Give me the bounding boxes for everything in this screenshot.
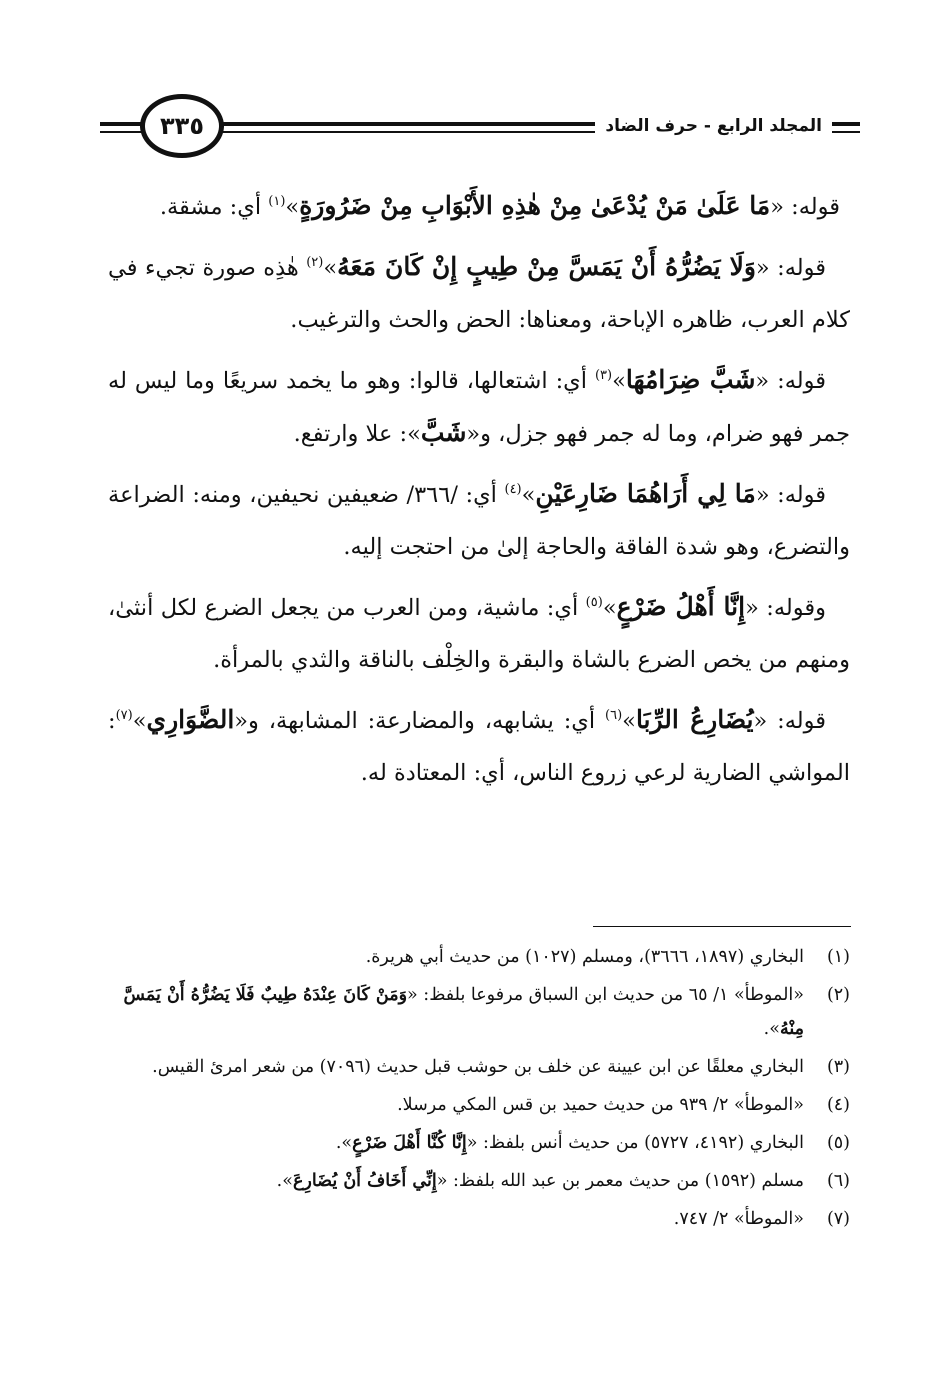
footnote-text-tail: ». bbox=[276, 1171, 293, 1191]
para-text: هٰذِه صورة تجيء في كلام العرب، ظاهره الإباحة، ومعناها: الحض والحث والترغيب. bbox=[108, 255, 850, 333]
quote-close: » bbox=[132, 708, 147, 734]
para-text: أي: /٣٦٦/ ضعيفين نحيفين، ومنه: الضراعة والتضرع، وهو شدة الفاقة والحاجة إلىٰ من احتجت إليه. bbox=[108, 482, 850, 560]
footnote-text-lead: البخاري (٤١٩٢، ٥٧٢٧) من حديث أنس بلفظ: « bbox=[466, 1133, 804, 1153]
main-text bbox=[108, 180, 850, 807]
quoted-phrase: يُضَارِعُ الرِّبَا bbox=[635, 705, 754, 734]
quote-close: » bbox=[622, 708, 636, 734]
footnote-quote: إِنِّي أَخَافُ أَنْ يُضَارِعَ bbox=[292, 1171, 437, 1191]
footnote-text: «الموطأ» ٢/ ٧٤٧. bbox=[673, 1209, 804, 1229]
footnote-text-lead: مسلم (١٥٩٢) من حديث معمر بن عبد الله بلفظ: « bbox=[436, 1171, 804, 1191]
para-prefix: قوله: « bbox=[755, 255, 826, 281]
footnote-text bbox=[277, 1171, 804, 1191]
para-prefix: وقوله: « bbox=[745, 595, 826, 621]
footnote-item bbox=[108, 1088, 850, 1122]
footnote-number: (٥) bbox=[826, 1133, 850, 1153]
para-text: : المواشي الضارية لرعي زروع الناس، أي: المعتادة له. bbox=[108, 708, 850, 786]
footnote-text-tail: ». bbox=[763, 1019, 780, 1039]
quoted-phrase: الضَّوَارِي bbox=[146, 705, 235, 734]
paragraph-1 bbox=[108, 180, 850, 233]
quote-close: » bbox=[602, 595, 617, 621]
para-text: أي: اشتعالها، قالوا: وهو ما يخمد سريعًا وما ليس له جمر فهو ضرام، وما له جمر فهو جزل، و« bbox=[108, 368, 850, 447]
quote-close: » bbox=[521, 482, 536, 508]
footnote-text bbox=[336, 1133, 804, 1153]
paragraph-2 bbox=[108, 241, 850, 346]
para-prefix: قوله: « bbox=[755, 368, 826, 394]
footnote-quote: إِنَّا كُنَّا أَهْلَ ضَرْعٍ bbox=[352, 1133, 467, 1153]
paragraph-3 bbox=[108, 354, 850, 460]
quoted-phrase: شَبَّ ضِرَامُهَا bbox=[625, 365, 756, 394]
page-number-badge: ٣٣٥ bbox=[140, 94, 224, 158]
footnote-item bbox=[108, 1202, 850, 1236]
page-header bbox=[100, 94, 860, 164]
para-text: أي: ماشية، ومن العرب من يجعل الضرع لكل أنثىٰ، ومنهم من يخص الضرع بالشاة والبقرة والخِلْف بالناقة والثدي بالمرأة. bbox=[108, 595, 850, 673]
footnote-text: البخاري معلقًا عن ابن عيينة عن خلف بن حوشب قبل حديث (٧٠٩٦) من شعر امرئ القيس. bbox=[152, 1057, 804, 1077]
para-prefix: قوله: « bbox=[770, 194, 840, 220]
quote-close: » bbox=[612, 368, 626, 394]
footnote-item bbox=[108, 1050, 850, 1084]
footnote-item bbox=[108, 940, 850, 974]
para-text: أي: مشقة. bbox=[159, 194, 269, 220]
paragraph-6 bbox=[108, 694, 850, 799]
para-prefix: قوله: « bbox=[755, 482, 827, 508]
footnote-text: «الموطأ» ٢/ ٩٣٩ من حديث حميد بن قس المكي مرسلا. bbox=[397, 1095, 804, 1115]
footnote-marker[interactable]: (٤) bbox=[504, 482, 522, 497]
footnote-number: (٧) bbox=[826, 1209, 850, 1229]
paragraph-4 bbox=[108, 468, 850, 573]
quoted-phrase: إِنَّا أَهْلُ ضَرْعٍ bbox=[616, 592, 746, 621]
para-text: »: علا وارتفع. bbox=[293, 421, 421, 447]
footnote-text-tail: ». bbox=[335, 1133, 353, 1153]
footnote-marker[interactable]: (١) bbox=[268, 194, 286, 209]
footnote-number: (١) bbox=[826, 947, 850, 967]
quote-close: » bbox=[285, 194, 300, 220]
running-title: المجلد الرابع - حرف الضاد bbox=[595, 112, 832, 140]
quoted-phrase: مَا عَلَىٰ مَنْ يُدْعَىٰ مِنْ هٰذِهِ الأَبْوَابِ مِنْ ضَرُورَةٍ bbox=[299, 191, 771, 220]
footnote-text bbox=[124, 985, 804, 1039]
para-text: أي: يشابهه، والمضارعة: المشابهة، و« bbox=[234, 708, 606, 734]
footnote-marker[interactable]: (٧) bbox=[115, 708, 133, 723]
footnote-marker[interactable]: (٣) bbox=[594, 368, 613, 383]
quoted-phrase: مَا لِي أَرَاهُمَا ضَارِعَيْنِ bbox=[535, 479, 756, 508]
footnote-number: (٣) bbox=[826, 1057, 850, 1077]
footnote-item bbox=[108, 978, 850, 1046]
footnotes bbox=[108, 940, 850, 1240]
quoted-phrase: وَلَا يَضُرُّهُ أَنْ يَمَسَّ مِنْ طِيبٍ إِنْ كَانَ مَعَهُ bbox=[337, 252, 756, 281]
footnote-separator bbox=[593, 926, 851, 927]
footnote-quote: وَمَنْ كَانَ عِنْدَهُ طِيبٌ فَلَا يَضُرُّهُ أَنْ يَمَسَّ مِنْهُ bbox=[123, 985, 804, 1039]
paragraph-5 bbox=[108, 581, 850, 686]
footnote-text-lead: «الموطأ» ١/ ٦٥ من حديث ابن السباق مرفوعا بلفظ: « bbox=[407, 985, 804, 1005]
footnote-number: (٤) bbox=[826, 1095, 850, 1115]
quote-close: » bbox=[323, 255, 338, 281]
footnote-item bbox=[108, 1126, 850, 1160]
footnote-number: (٢) bbox=[826, 985, 850, 1005]
footnote-text: البخاري (١٨٩٧، ٣٦٦٦)، ومسلم (١٠٢٧) من حديث أبي هريرة. bbox=[365, 947, 804, 967]
footnote-marker[interactable]: (٦) bbox=[605, 708, 623, 723]
footnote-marker[interactable]: (٢) bbox=[306, 255, 324, 270]
para-prefix: قوله: « bbox=[753, 708, 827, 734]
footnote-item bbox=[108, 1164, 850, 1198]
footnote-marker[interactable]: (٥) bbox=[585, 595, 603, 610]
footnote-number: (٦) bbox=[826, 1171, 850, 1191]
quoted-phrase: شَبَّ bbox=[420, 418, 467, 447]
